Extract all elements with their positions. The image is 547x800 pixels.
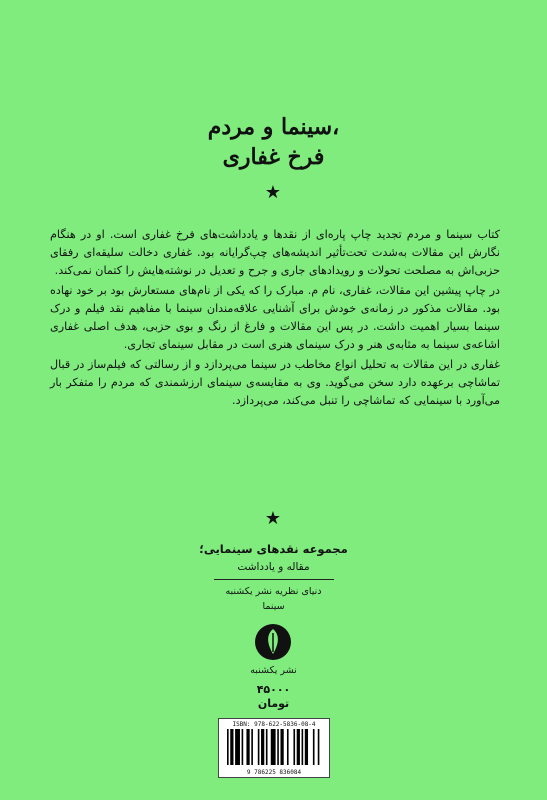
isbn-text: ISBN: 978-622-5836-08-4 bbox=[232, 721, 316, 728]
blurb-text bbox=[50, 226, 500, 412]
barcode-bars-icon bbox=[227, 729, 321, 765]
barcode-digits: 9 786225 836084 bbox=[246, 769, 302, 776]
price bbox=[0, 683, 547, 711]
star-icon: ★ bbox=[264, 182, 282, 203]
barcode bbox=[218, 718, 330, 778]
blurb-paragraph-2: در چاپ پیشین این مقالات، غفاری، نام م. مبارک را که یکی از نام‌های مستعارش بود بر خود نهاده بود. مقالات مذکور در زمانه‌ی خودش برای آشنایی علاقه‌مندان سینما با مفاهیم نقد فیلم و درک سینما بسیار اهمیت داشت. در پس این مقالات و فارغ از رنگ و بوی حزبی، هدف اصلی غفاری اشاعه‌ی سینما به مثابه‌ی هنر و درک سینمای هنری است در مقابل سینمای تجاری. bbox=[50, 284, 500, 351]
series-name: مجموعه نقدهای سینمایی؛ bbox=[199, 542, 348, 556]
publisher-logo-icon bbox=[253, 622, 293, 662]
price-amount: ۴۵۰۰۰ bbox=[256, 683, 291, 696]
series-line-4: سینما bbox=[262, 601, 285, 612]
star-icon: ★ bbox=[264, 508, 282, 529]
title-line-2: فرخ غفاری bbox=[222, 144, 325, 170]
blurb-paragraph-1: کتاب سینما و مردم تجدید چاپ پاره‌ای از نقدها و یادداشت‌های فرخ غفاری است. او در هنگام نگارش این مقالات به‌شدت تحت‌تأثیر اندیشه‌های چپ‌گرایانه بود. غفاری دخالت سلیقه‌ای رفقای حزبی‌اش به مصلحت تحولات و رویدادهای جاری و جرح و تعدیل در نوشته‌هایش را کتمان نمی‌کند. bbox=[50, 228, 500, 277]
series-line-3: دنیای نظریه نشر یکشنبه bbox=[225, 586, 322, 597]
book-title bbox=[0, 112, 547, 172]
series-info bbox=[0, 540, 547, 614]
divider bbox=[214, 579, 334, 580]
publisher-name: نشر یکشنبه bbox=[250, 665, 297, 676]
title-line-1: سینما و مردم، bbox=[207, 114, 340, 140]
series-subtitle: مقاله و یادداشت bbox=[237, 561, 310, 573]
blurb-paragraph-3: غفاری در این مقالات به تحلیل انواع مخاطب در سینما می‌پردازد و از رسالتی که فیلم‌ساز در قبال تماشاچی برعهده دارد سخن می‌گوید. وی به مقایسه‌ی سینمای ارزشمندی که مردم را متفکر بار می‌آورد با سینمایی که تماشاچی را تنبل می‌کند، می‌پردازد. bbox=[50, 358, 500, 407]
price-currency: تومان bbox=[257, 697, 290, 710]
